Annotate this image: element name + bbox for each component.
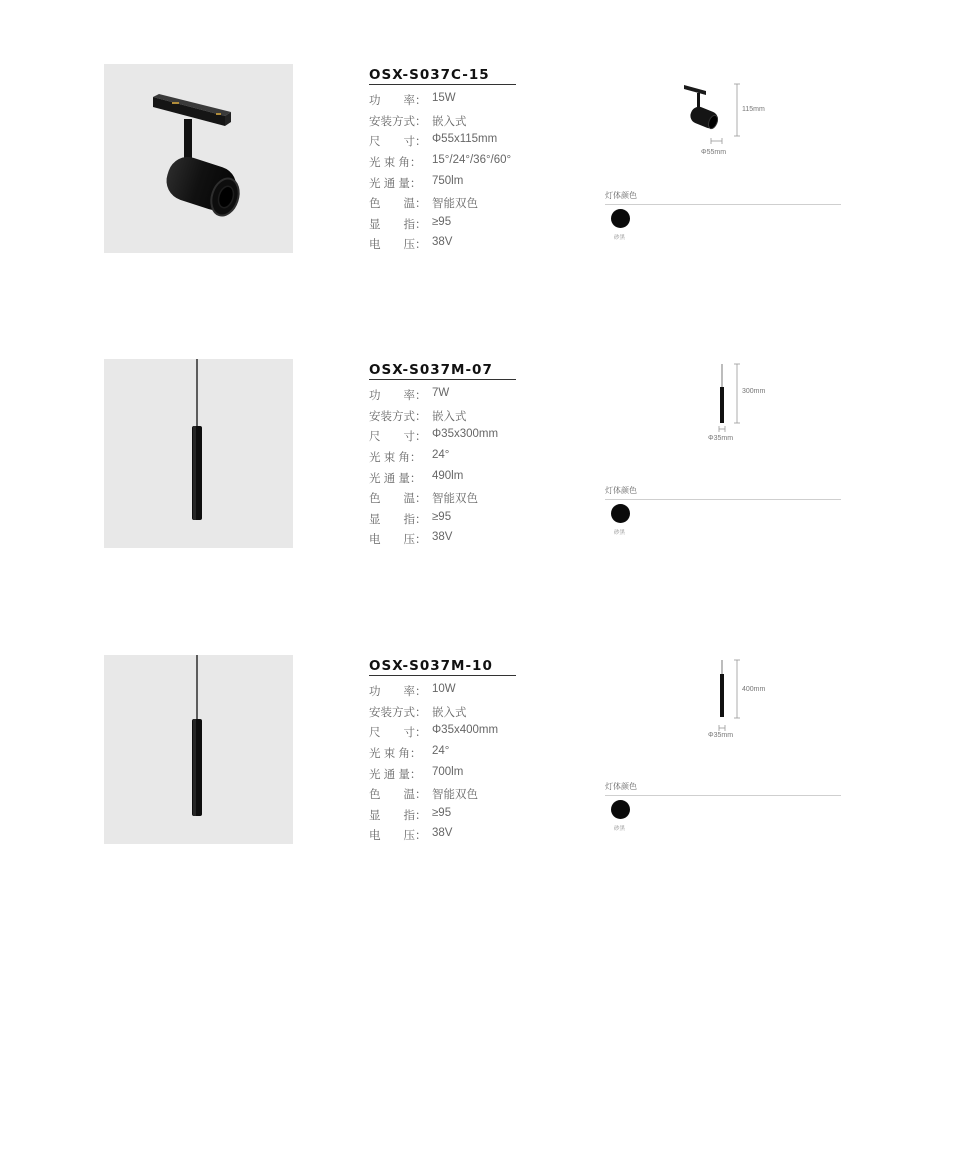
spec-value: 24° bbox=[432, 745, 450, 757]
dimension-diagram bbox=[680, 363, 800, 443]
spec-value: ≥95 bbox=[432, 216, 452, 228]
dimension-height: 115mm bbox=[742, 106, 765, 113]
spec-key: 显 指： bbox=[369, 219, 427, 231]
spec-key: 功 率： bbox=[369, 686, 427, 698]
spec-key: 电 压： bbox=[369, 239, 427, 251]
model-underline bbox=[369, 675, 516, 676]
dimension-height: 400mm bbox=[742, 686, 766, 693]
track-spotlight-image bbox=[104, 64, 293, 253]
dimension-diameter: Φ35mm bbox=[708, 435, 734, 442]
spec-value: 38V bbox=[432, 236, 453, 248]
model-number: OSX-S037M-07 bbox=[369, 362, 493, 378]
spec-value: 700lm bbox=[432, 766, 464, 778]
pendant-light-image bbox=[104, 655, 293, 844]
spec-value: 38V bbox=[432, 827, 453, 839]
spec-value: 15W bbox=[432, 92, 456, 104]
color-divider bbox=[605, 795, 841, 796]
color-divider bbox=[605, 499, 841, 500]
spec-value: ≥95 bbox=[432, 807, 452, 819]
spec-key: 色 温： bbox=[369, 789, 427, 801]
model-underline bbox=[369, 379, 516, 380]
spec-value: 10W bbox=[432, 683, 456, 695]
spec-value: 490lm bbox=[432, 470, 464, 482]
color-swatch bbox=[611, 209, 630, 228]
color-title: 灯体颜色 bbox=[605, 782, 637, 791]
spec-key: 光 通 量： bbox=[369, 178, 422, 190]
product-photo bbox=[104, 64, 293, 253]
spec-key: 光 通 量： bbox=[369, 769, 422, 781]
spec-key: 功 率： bbox=[369, 95, 427, 107]
spec-value: 嵌入式 bbox=[432, 707, 467, 719]
dimension-diagram bbox=[680, 659, 800, 739]
spec-value: Φ35x400mm bbox=[432, 724, 499, 736]
product-card bbox=[0, 64, 978, 264]
product-card bbox=[0, 655, 978, 855]
spec-value: 38V bbox=[432, 531, 453, 543]
dimension-diameter: Φ35mm bbox=[708, 732, 734, 739]
color-swatch bbox=[611, 800, 630, 819]
spec-value: Φ35x300mm bbox=[432, 428, 499, 440]
dimension-drawing bbox=[680, 363, 800, 473]
spec-key: 光 通 量： bbox=[369, 473, 422, 485]
spec-key: 光 束 角： bbox=[369, 157, 422, 169]
spec-value: 24° bbox=[432, 449, 450, 461]
color-name: 砂黑 bbox=[614, 530, 626, 536]
spec-key: 尺 寸： bbox=[369, 431, 427, 443]
spec-key: 色 温： bbox=[369, 198, 427, 210]
color-swatch bbox=[611, 504, 630, 523]
spec-value: 智能双色 bbox=[432, 493, 478, 505]
dimension-diameter: Φ55mm bbox=[701, 149, 727, 156]
spec-key: 安装方式： bbox=[369, 116, 427, 128]
model-number: OSX-S037C-15 bbox=[369, 67, 490, 83]
spec-key: 电 压： bbox=[369, 830, 427, 842]
spec-key: 光 束 角： bbox=[369, 748, 422, 760]
product-card bbox=[0, 359, 978, 559]
spec-key: 电 压： bbox=[369, 534, 427, 546]
product-photo bbox=[104, 359, 293, 548]
model-underline bbox=[369, 84, 516, 85]
model-number: OSX-S037M-10 bbox=[369, 658, 493, 674]
spec-value: 智能双色 bbox=[432, 198, 478, 210]
spec-value: 嵌入式 bbox=[432, 411, 467, 423]
color-name: 砂黑 bbox=[614, 235, 626, 241]
spec-key: 尺 寸： bbox=[369, 136, 427, 148]
dimension-height: 300mm bbox=[742, 388, 766, 395]
color-title: 灯体颜色 bbox=[605, 191, 637, 200]
color-name: 砂黑 bbox=[614, 826, 626, 832]
product-photo bbox=[104, 655, 293, 844]
dimension-drawing bbox=[680, 82, 800, 192]
spec-key: 显 指： bbox=[369, 514, 427, 526]
spec-key: 安装方式： bbox=[369, 707, 427, 719]
spec-key: 功 率： bbox=[369, 390, 427, 402]
dimension-drawing bbox=[680, 659, 800, 769]
color-title: 灯体颜色 bbox=[605, 486, 637, 495]
spec-value: 15°/24°/36°/60° bbox=[432, 154, 512, 166]
spec-key: 光 束 角： bbox=[369, 452, 422, 464]
color-divider bbox=[605, 204, 841, 205]
spec-value: 嵌入式 bbox=[432, 116, 467, 128]
spec-key: 尺 寸： bbox=[369, 727, 427, 739]
spec-key: 安装方式： bbox=[369, 411, 427, 423]
dimension-diagram bbox=[680, 82, 800, 162]
spec-key: 显 指： bbox=[369, 810, 427, 822]
spec-key: 色 温： bbox=[369, 493, 427, 505]
spec-value: 750lm bbox=[432, 175, 464, 187]
spec-value: Φ55x115mm bbox=[432, 133, 498, 145]
spec-value: 智能双色 bbox=[432, 789, 478, 801]
spec-value: 7W bbox=[432, 387, 450, 399]
pendant-light-image bbox=[104, 359, 293, 548]
spec-value: ≥95 bbox=[432, 511, 452, 523]
